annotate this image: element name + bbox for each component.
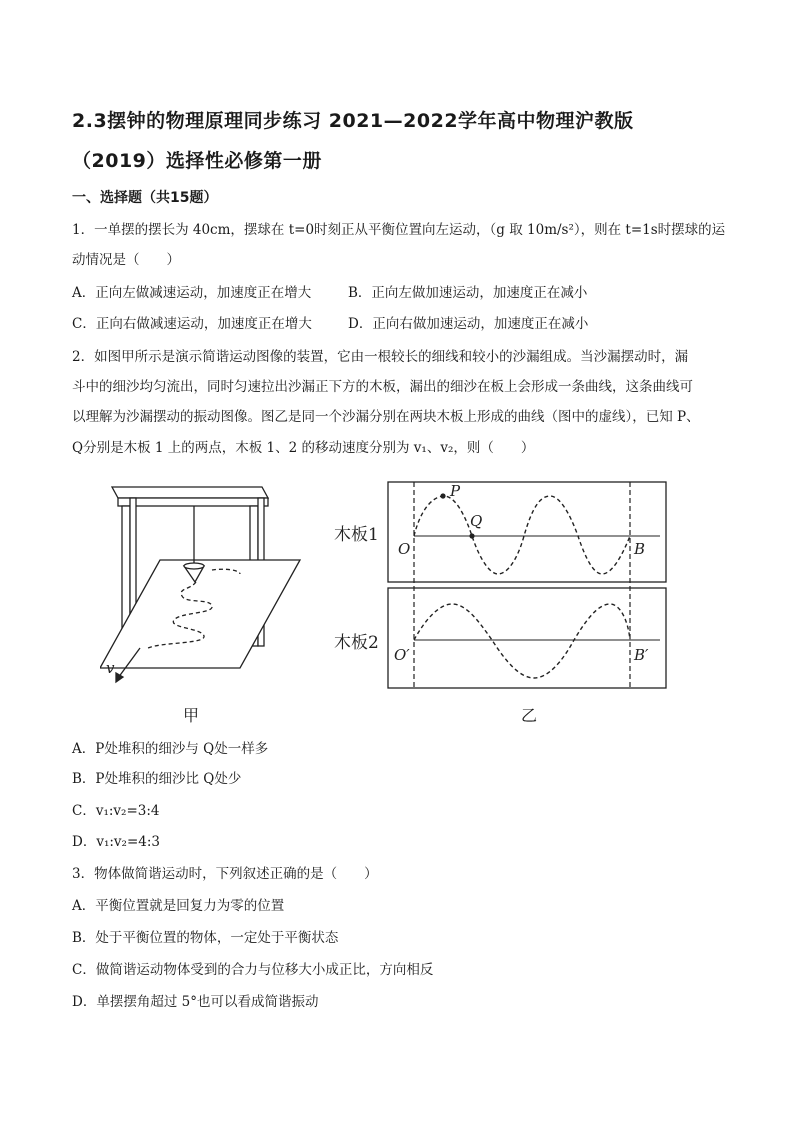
sand-pendulum-apparatus — [100, 487, 300, 682]
q2-stem-line2: 斗中的细沙均匀流出，同时匀速拉出沙漏正下方的木板，漏出的细沙在板上会形成一条曲线，这条曲线可 — [72, 379, 693, 395]
board2-label: 木板2 — [334, 633, 379, 653]
q2-figure — [100, 478, 680, 728]
point-b-label: B — [634, 540, 646, 558]
q1-stem-line1: 1．一单摆的摆长为 40cm，摆球在 t=0时刻正从平衡位置向左运动，（g 取 10m/s²），则在 t=1s时摆球的运 — [72, 222, 726, 238]
q3-stem: 3．物体做简谐运动时，下列叙述正确的是（ ） — [72, 866, 378, 882]
board1-label: 木板1 — [334, 525, 379, 545]
board2-panel — [388, 588, 666, 688]
document-title-line2: （2019）选择性必修第一册 — [72, 150, 322, 172]
figure-caption-jia: 甲 — [183, 706, 200, 725]
q2-stem-line3: 以理解为沙漏摆动的振动图像。图乙是同一个沙漏分别在两块木板上形成的曲线（图中的虚线），已知 P、 — [72, 409, 700, 425]
board1-panel — [388, 482, 666, 582]
q1-stem-line2: 动情况是（ ） — [72, 252, 180, 268]
q2-stem-line4: Q分别是木板 1 上的两点，木板 1、2 的移动速度分别为 v₁、v₂，则（ ） — [72, 440, 535, 456]
document-title-line1: 2.3摆钟的物理原理同步练习 2021—2022学年高中物理沪教版 — [72, 110, 634, 132]
velocity-label: v — [106, 659, 115, 677]
q1-option-a: A．正向左做减速运动，加速度正在增大 — [72, 285, 312, 301]
point-p-label: P — [450, 482, 461, 500]
q3-option-c: C．做简谐运动物体受到的合力与位移大小成正比，方向相反 — [72, 962, 434, 978]
q3-option-a: A．平衡位置就是回复力为零的位置 — [72, 898, 285, 914]
q2-option-b: B．P处堆积的细沙比 Q处少 — [72, 771, 242, 787]
q1-option-d: D．正向右做加速运动，加速度正在减小 — [348, 316, 589, 332]
point-o-prime-label: O′ — [394, 646, 410, 664]
q1-option-c: C．正向右做减速运动，加速度正在增大 — [72, 316, 312, 332]
q2-option-c: C．v₁:v₂=3:4 — [72, 803, 160, 819]
point-b-prime-label: B′ — [634, 646, 649, 664]
q3-option-b: B．处于平衡位置的物体，一定处于平衡状态 — [72, 930, 339, 946]
q2-stem-line1: 2．如图甲所示是演示简谐运动图像的装置，它由一根较长的细线和较小的沙漏组成。当沙漏摆动时，漏 — [72, 349, 689, 365]
q3-option-d: D．单摆摆角超过 5°也可以看成简谐振动 — [72, 994, 319, 1010]
q1-option-b: B．正向左做加速运动，加速度正在减小 — [348, 285, 588, 301]
q2-option-d: D．v₁:v₂=4:3 — [72, 834, 160, 850]
q2-option-a: A．P处堆积的细沙与 Q处一样多 — [72, 741, 269, 757]
point-o-label: O — [398, 540, 411, 558]
point-q-label: Q — [470, 512, 483, 530]
figure-caption-yi: 乙 — [521, 706, 538, 725]
section-heading: 一、选择题（共15题） — [72, 190, 218, 206]
